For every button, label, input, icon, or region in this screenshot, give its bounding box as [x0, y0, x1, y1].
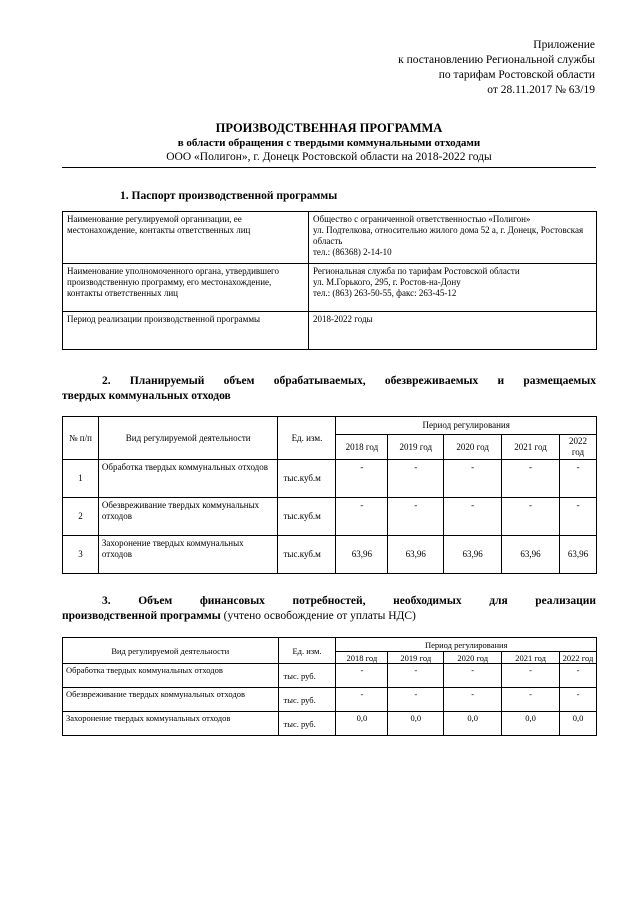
passport-value-line: 2018-2022 годы — [313, 314, 373, 324]
row-activity: Обработка твердых коммунальных отходов — [98, 460, 278, 498]
column-header-year: 2022 год — [560, 652, 597, 664]
column-header-year: 2018 год — [336, 652, 388, 664]
table-row — [63, 212, 597, 264]
row-value: - — [336, 664, 388, 688]
table-header-row — [63, 638, 597, 652]
passport-value — [309, 312, 597, 350]
row-value: - — [560, 688, 597, 712]
heading-word: Объем — [138, 595, 173, 607]
row-value: - — [502, 664, 560, 688]
appendix-note — [398, 38, 595, 98]
row-value: 0,0 — [560, 712, 597, 736]
title-line-1: ПРОИЗВОДСТВЕННАЯ ПРОГРАММА — [215, 121, 443, 135]
heading-word: объем — [223, 375, 255, 387]
passport-value — [309, 264, 597, 312]
column-header-period: Период регулирования — [336, 417, 597, 435]
row-value: 63,96 — [559, 536, 596, 574]
row-unit: тыс.куб.м — [278, 536, 336, 574]
passport-value — [309, 212, 597, 264]
heading-word: Планируемый — [129, 375, 205, 387]
row-activity: Обработка твердых коммунальных отходов — [63, 664, 279, 688]
table-row — [63, 664, 597, 688]
column-header-year: 2019 год — [388, 435, 444, 460]
appendix-line: к постановлению Региональной службы — [398, 54, 595, 66]
table-row — [63, 498, 597, 536]
row-value: - — [444, 498, 502, 536]
title-line-2: в области обращения с твердыми коммунальными отходами — [177, 137, 481, 149]
column-header-year: 2018 год — [336, 435, 388, 460]
appendix-line: по тарифам Ростовской области — [438, 69, 595, 81]
column-header-unit: Ед. изм. — [278, 638, 336, 664]
column-header-year: 2019 год — [388, 652, 444, 664]
row-value: 0,0 — [444, 712, 502, 736]
heading-word: реализации — [535, 595, 596, 607]
row-value: 0,0 — [502, 712, 560, 736]
column-header-unit: Ед. изм. — [278, 417, 336, 460]
row-value: - — [388, 460, 444, 498]
appendix-line: Приложение — [533, 39, 595, 51]
column-header-num: № п/п — [63, 417, 99, 460]
row-value: - — [502, 498, 560, 536]
section3-heading-line1 — [62, 594, 596, 609]
column-header-year: 2020 год — [444, 652, 502, 664]
passport-label: Наименование регулируемой организации, ее местонахождение, контакты ответственных лиц — [63, 212, 309, 264]
heading-word: финансовых — [199, 595, 265, 607]
row-value: - — [388, 688, 444, 712]
row-unit: тыс.куб.м — [278, 460, 336, 498]
row-value: - — [444, 460, 502, 498]
column-header-activity: Вид регулируемой деятельности — [63, 638, 279, 664]
row-value: 63,96 — [336, 536, 388, 574]
section3-heading-line2 — [62, 609, 596, 624]
row-value: - — [559, 498, 596, 536]
passport-value-line: тел.: (863) 263-50-55, факс: 263-45-12 — [313, 288, 457, 298]
table-row — [63, 712, 597, 736]
heading-word: размещаемых — [523, 375, 596, 387]
row-value: - — [336, 498, 388, 536]
row-value: - — [388, 664, 444, 688]
row-value: - — [560, 664, 597, 688]
row-value: 63,96 — [388, 536, 444, 574]
table-row — [63, 264, 597, 312]
row-activity: Обезвреживание твердых коммунальных отходов — [98, 498, 278, 536]
row-value: 0,0 — [336, 712, 388, 736]
section2-heading-line1 — [62, 374, 596, 389]
heading-word: обезвреживаемых — [384, 375, 479, 387]
row-activity: Захоронение твердых коммунальных отходов — [98, 536, 278, 574]
row-unit: тыс. руб. — [278, 688, 336, 712]
row-number: 2 — [63, 498, 99, 536]
table-header-row — [63, 417, 597, 435]
title-underline — [62, 167, 596, 168]
passport-value-line: ул. М.Горького, 295, г. Ростов-на-Дону — [313, 277, 461, 287]
table-row — [63, 536, 597, 574]
row-activity: Захоронение твердых коммунальных отходов — [63, 712, 279, 736]
passport-value-line: Региональная служба по тарифам Ростовской области — [313, 266, 520, 276]
row-value: - — [388, 498, 444, 536]
table-row — [63, 312, 597, 350]
row-unit: тыс.куб.м — [278, 498, 336, 536]
document-title — [62, 121, 596, 165]
heading-word: 2. — [102, 375, 111, 387]
passport-label: Наименование уполномоченного органа, утвердившего производственную программу, его местонахождение, контакты ответственных лиц — [63, 264, 309, 312]
column-header-period: Период регулирования — [336, 638, 597, 652]
volume-table — [62, 416, 597, 574]
passport-table — [62, 211, 597, 350]
table-row — [63, 688, 597, 712]
row-value: - — [502, 688, 560, 712]
row-value: - — [444, 664, 502, 688]
column-header-activity: Вид регулируемой деятельности — [98, 417, 278, 460]
row-value: 63,96 — [444, 536, 502, 574]
row-value: 0,0 — [388, 712, 444, 736]
passport-value-line: тел.: (86368) 2-14-10 — [313, 247, 392, 257]
passport-value-line: Общество с ограниченной ответственностью «Полигон» — [313, 214, 531, 224]
column-header-year: 2022 год — [559, 435, 596, 460]
row-value: - — [444, 688, 502, 712]
section2-heading-line2: твердых коммунальных отходов — [62, 390, 231, 402]
row-value: - — [336, 688, 388, 712]
row-value: - — [559, 460, 596, 498]
row-activity: Обезвреживание твердых коммунальных отходов — [63, 688, 279, 712]
passport-value-line: ул. Подтелкова, относительно жилого дома 52 а, г. Донецк, Ростовская область — [313, 225, 584, 246]
row-number: 1 — [63, 460, 99, 498]
heading-bold-part: производственной программы — [62, 610, 221, 622]
row-value: - — [502, 460, 560, 498]
heading-word: потребностей, — [292, 595, 366, 607]
heading-word: для — [489, 595, 508, 607]
heading-normal-part: (учтено освобождение от уплаты НДС) — [220, 610, 416, 622]
heading-word: 3. — [102, 595, 111, 607]
title-line-3: ООО «Полигон», г. Донецк Ростовской области на 2018-2022 годы — [166, 151, 492, 163]
column-header-year: 2021 год — [502, 435, 560, 460]
table-row — [63, 460, 597, 498]
row-unit: тыс. руб. — [278, 712, 336, 736]
section3-heading — [62, 594, 596, 624]
passport-label: Период реализации производственной программы — [63, 312, 309, 350]
row-unit: тыс. руб. — [278, 664, 336, 688]
row-value: - — [336, 460, 388, 498]
heading-word: и — [497, 375, 505, 387]
finance-table — [62, 637, 597, 736]
section2-heading — [62, 374, 596, 404]
heading-word: обрабатываемых, — [273, 375, 366, 387]
heading-word: необходимых — [393, 595, 462, 607]
appendix-line: от 28.11.2017 № 63/19 — [487, 84, 595, 96]
section1-heading: 1. Паспорт производственной программы — [120, 190, 338, 202]
column-header-year: 2021 год — [502, 652, 560, 664]
column-header-year: 2020 год — [444, 435, 502, 460]
row-number: 3 — [63, 536, 99, 574]
row-value: 63,96 — [502, 536, 560, 574]
